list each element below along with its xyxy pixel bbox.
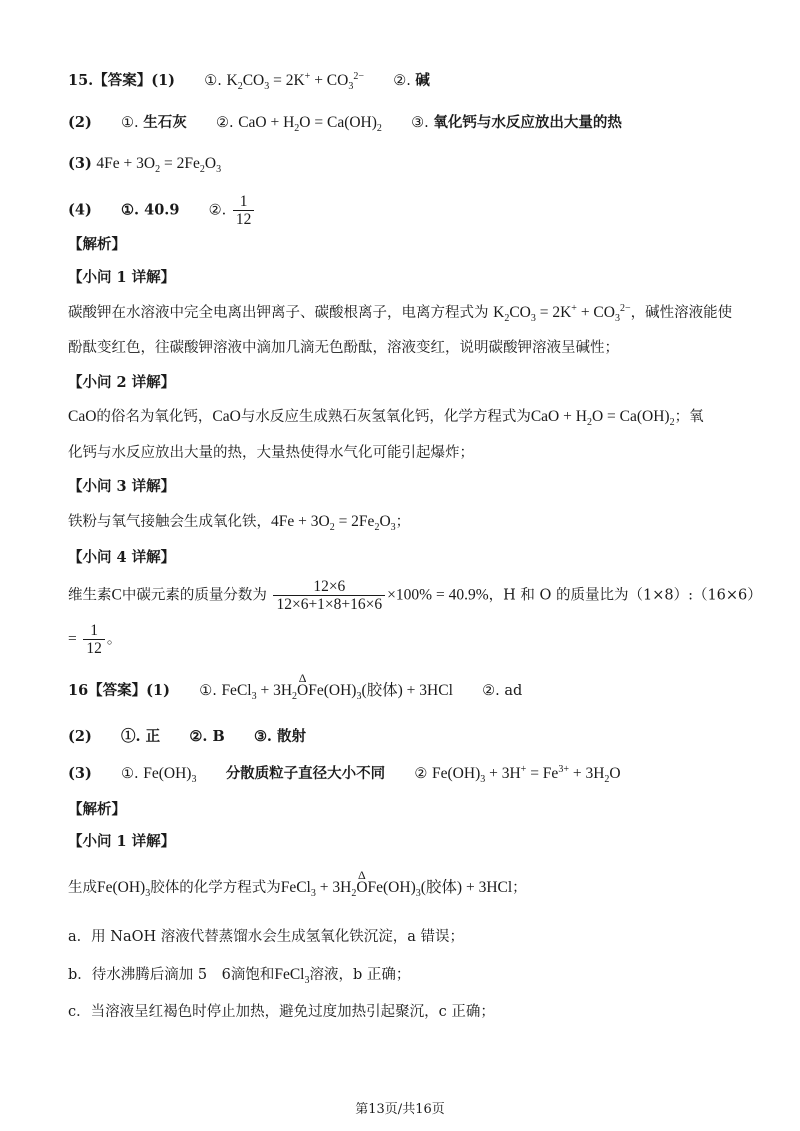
- q16-item-b-text-2: 溶液，b 正确；: [309, 967, 411, 983]
- q15-s4-result-numerator: 1: [90, 622, 98, 639]
- q16-s1-text-a: 生成: [68, 880, 97, 896]
- q16-a3-label: (3): [68, 765, 92, 782]
- q16-feoh3: $Fe(OH)_3$: [143, 765, 197, 786]
- q16-answer-line-2: [68, 726, 306, 748]
- q16-s1-feoh3: $Fe(OH)_3$: [97, 879, 151, 900]
- q15-s1-text-a: 碳酸钾在水溶液中完全电离出钾离子、碳酸根离子，电离方程式为: [68, 305, 489, 321]
- q15-s4-text-d: ，H 和 O 的质量比为（1×8）:（16×6）: [488, 587, 762, 604]
- q16-colloid-equation: FeCl$_3$ + $3H_2O$ Δ $Fe(OH)_3$(胶体) + 3HCl: [221, 671, 453, 703]
- q15-s4-fraction: [273, 578, 385, 613]
- q15-a2-2-num: ②.: [215, 115, 234, 131]
- q15-s4-paragraph-line-2: [68, 622, 121, 657]
- q16-s1-paragraph: [68, 868, 527, 900]
- q15-s2-equation: CaO + $H_2O = Ca(OH)_2$: [530, 408, 675, 429]
- q15-k2co3-ionization: $K_2CO_3 = 2K^+ + CO_3^{2-}$: [226, 70, 364, 93]
- q15-s2-cao-1: CaO: [68, 408, 97, 425]
- q16-a3-2: 分散质粒子直径大小不同: [225, 765, 386, 782]
- q15-header: 15.【答案】(1): [68, 72, 176, 89]
- q15-a4-label: (4): [68, 201, 92, 219]
- q15-fe-equation: $4Fe + 3O_2 = 2Fe_2O_3$: [96, 155, 222, 176]
- q15-s3-text-b: ；: [395, 514, 411, 530]
- q16-answer-line-1: [68, 671, 523, 703]
- q16-header: 16【答案】(1): [68, 682, 170, 699]
- q16-s1-equation: FeCl$_3$ + $3H_2O$ Δ $Fe(OH)_3$(胶体) + 3HCl: [280, 868, 513, 900]
- q15-s4-paragraph-line-1: [68, 578, 762, 613]
- q15-s1-paragraph-line-2: 酚酞变红色，往碳酸钾溶液中滴加几滴无色酚酞，溶液变红，说明碳酸钾溶液呈碱性；: [68, 340, 619, 356]
- q16-item-a: a．用 NaOH 溶液代替蒸馏水会生成氢氧化铁沉淀，a 错误；: [68, 929, 464, 945]
- q15-a1-2: 碱: [415, 72, 430, 89]
- q16-item-b: [68, 964, 410, 986]
- q15-s4-numerator: 12×6: [313, 578, 346, 595]
- q15-answer-line-3: [68, 153, 221, 175]
- q16-a1-2: ②. ad: [482, 683, 523, 699]
- q15-jiexi: 【解析】: [68, 236, 126, 253]
- q15-s3-paragraph: [68, 511, 410, 533]
- q16-colloid-word: 胶体: [366, 682, 398, 699]
- q15-s4-percent: ×100% = 40.9%: [387, 586, 489, 604]
- q15-s3-equation: $4Fe + 3O_2 = 2Fe_2O_3$: [271, 513, 396, 534]
- q16-a2-label: (2): [68, 728, 92, 745]
- q15-s1-title: 【小问 1 详解】: [68, 269, 176, 286]
- q15-a1-2-num: ②.: [393, 73, 411, 89]
- q16-item-c: c．当溶液呈红褐色时停止加热，避免过度加热引起聚沉，c 正确；: [68, 1004, 495, 1020]
- q15-s4-title: 【小问 4 详解】: [68, 549, 176, 566]
- q15-a3-label: (3): [68, 155, 92, 172]
- q16-answer-line-3: [68, 763, 621, 785]
- q15-s4-equals: =: [68, 630, 77, 648]
- page-number: 第13页/共16页: [355, 1102, 445, 1117]
- q16-s1-text-b: 胶体的化学方程式为: [150, 880, 281, 896]
- q15-answer-line-1: [68, 70, 430, 92]
- q15-answer-line-4: [68, 193, 256, 228]
- q16-a3-1-num: ①.: [121, 766, 139, 782]
- q15-s3-text-a: 铁粉与氧气接触会生成氧化铁，: [68, 514, 271, 530]
- q15-s1-ionization: $K_2CO_3 = 2K^+ + CO_3^{2-}$: [493, 302, 631, 325]
- q15-s2-text-c: ；氧: [674, 409, 704, 425]
- q15-a1-num: ①.: [204, 73, 222, 89]
- q16-acid-equation: $Fe(OH)_3 + 3H^+ = Fe^{3+} + 3H_2O$: [432, 763, 621, 786]
- q15-s2-title: 【小问 2 详解】: [68, 374, 176, 391]
- q15-s4-result-fraction: [83, 622, 105, 657]
- q15-a2-3-num: ③.: [411, 115, 429, 131]
- q15-a4-2-num: ②.: [208, 202, 227, 219]
- q15-s2-paragraph-line-1: [68, 406, 704, 428]
- q15-s2-paragraph-line-2: 化钙与水反应放出大量的热，大量热使得水气化可能引起爆炸；: [68, 445, 474, 461]
- q15-s4-denominator: 12×6+1×8+16×6: [273, 595, 385, 613]
- q16-s1-text-c: ；: [512, 880, 527, 896]
- q15-a2-3: 氧化钙与水反应放出大量的热: [433, 114, 622, 131]
- q15-s1-paragraph-line-1: [68, 302, 732, 324]
- q16-s1-title: 【小问 1 详解】: [68, 833, 176, 850]
- q15-s2-cao-2: CaO: [212, 408, 241, 425]
- q16-a2-2: ②. B: [189, 728, 225, 745]
- q15-a2-1: 生石灰: [143, 114, 187, 131]
- q16-a2-3: ③. 散射: [253, 728, 307, 745]
- q15-s4-text-a: 维生素: [68, 587, 112, 604]
- q15-answer-line-2: [68, 112, 622, 134]
- q16-item-b-text-1: b．待水沸腾后滴加 5 6滴饱和: [68, 967, 275, 983]
- q16-a2-1: ①. 正: [121, 728, 161, 745]
- q15-s4-vitamin-c: C: [111, 586, 122, 604]
- q16-a1-num: ①.: [199, 683, 217, 699]
- q15-a4-1: ①. 40.9: [121, 201, 180, 219]
- q15-s2-text-b: 与水反应生成熟石灰氢氧化钙，化学方程式为: [240, 409, 531, 425]
- q15-a2-1-num: ①.: [121, 115, 139, 131]
- q16-jiexi: 【解析】: [68, 801, 126, 818]
- q15-s1-text-b: ，碱性溶液能使: [630, 305, 733, 321]
- q16-a3-3-num: ②: [414, 766, 428, 782]
- q15-s4-text-b: 中碳元素的质量分数为: [121, 587, 267, 604]
- q16-s1-colloid-word: 胶体: [425, 879, 457, 896]
- q15-fraction-1-12: [233, 193, 255, 228]
- q15-cao-equation: CaO + $H_2O = Ca(OH)_2$: [238, 114, 382, 135]
- q15-a2-label: (2): [68, 114, 92, 131]
- q15-s2-text-a: 的俗名为氧化钙，: [96, 409, 213, 425]
- q15-s4-result-denominator: 12: [83, 639, 105, 657]
- q15-s3-title: 【小问 3 详解】: [68, 478, 176, 495]
- q15-s4-end: 。: [106, 631, 122, 648]
- q15-frac-numerator: 1: [239, 193, 248, 210]
- q15-frac-denominator: 12: [233, 210, 255, 228]
- q16-item-b-fecl3: FeCl$_3$: [274, 966, 310, 987]
